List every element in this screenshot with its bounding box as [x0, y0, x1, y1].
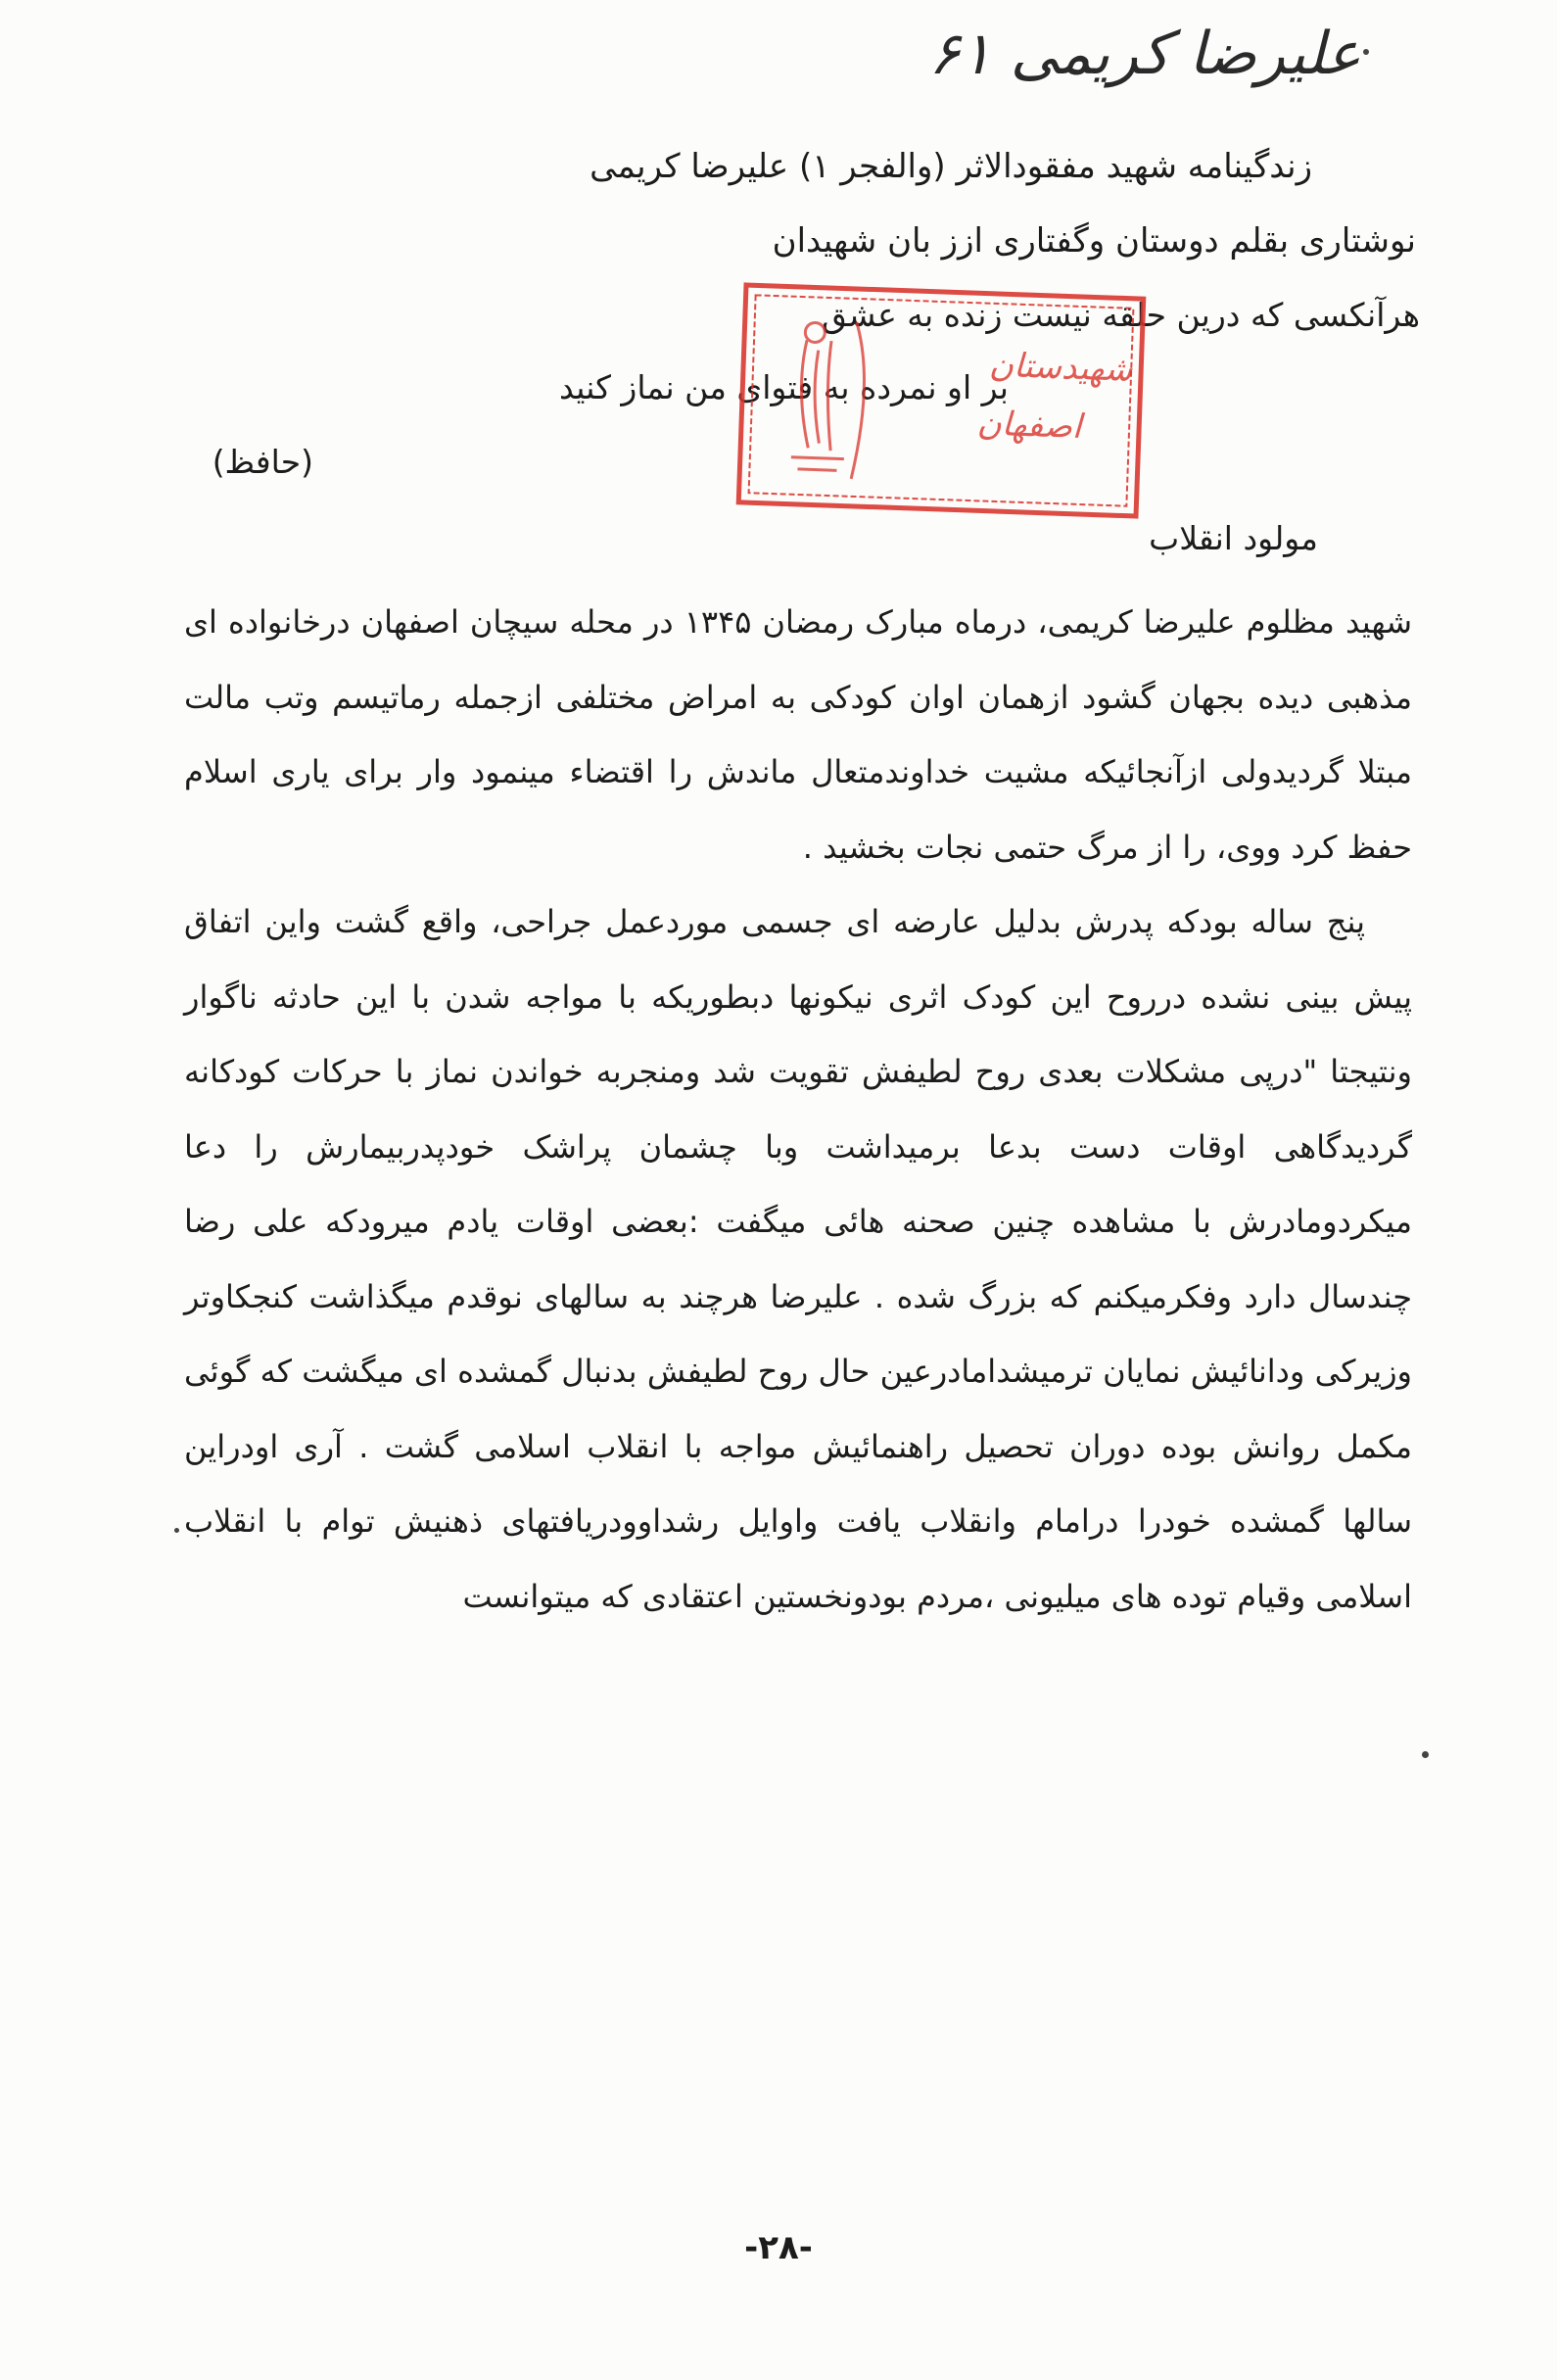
body-text	[184, 585, 1412, 1634]
intro-subtitle-line: نوشتاری بقلم دوستان وگفتاری ازز بان شهیدان	[772, 221, 1416, 261]
body-paragraph-2: پنج ساله بودکه پدرش بدلیل عارضه ای جسمی موردعمل جراحی، واقع گشت واین اتفاق پیش بینی نشده درروح این کودک اثری نیکونها دبطوریکه با مواجه شدن با این حادثه ناگوار ونتیجتا "درپی مشکلات بعدی روح لطیفش تقویت شد ومنجربه خواندن نماز با حرکات کودکانه گردیدگاهی اوقات دست بدعا برمیداشت وبا چشمان پراشک خودپدربیمارش را دعا میکردومادرش با مشاهده چنین صحنه هائی میگفت :بعضی اوقات یادم میرودکه علی رضا چندسال دارد وفکرمیکنم که بزرگ شده . علیرضا هرچند به سالهای نوقدم میگذاشت کنجکاوتر وزیرکی ودانائیش نمایان ترمیشدامادرعین حال روح لطیفش بدنبال گمشده ای میگشت که گوئی مکمل روانش بوده دوران تحصیل راهنمائیش مواجه با انقلاب اسلامی گشت . آری اودراین سالها گمشده خودرا درامام وانقلاب یافت واوایل رشداوودریافتهای ذهنیش توام با انقلاب اسلامی وقیام توده های میلیونی ،مردم بودونخستین اعتقادی که میتوانست	[184, 903, 1412, 1615]
poem-line-2: بر او نمرده به فتوای من نماز کنید	[558, 368, 1009, 406]
stamp-text-top: شهیدستان	[988, 345, 1134, 390]
intro-title-line: زندگینامه شهید مفقودالاثر (والفجر ۱) علیرضا کریمی	[590, 147, 1312, 186]
scan-speck	[174, 1528, 179, 1533]
poem-author: (حافظ)	[212, 443, 313, 481]
handwritten-title: علیرضا کریمی ۶۱	[928, 20, 1361, 88]
poem-line-1: هرآنکسی که درین حلقه نیست زنده به عشق	[822, 296, 1420, 334]
stamp-emblem	[790, 320, 867, 479]
scan-speck	[1363, 49, 1369, 55]
section-heading: مولود انقلاب	[1149, 519, 1318, 557]
scan-speck	[1422, 1751, 1429, 1758]
page-number: -۲۸-	[744, 2228, 813, 2267]
stamp-text-bottom: اصفهان	[976, 404, 1083, 448]
stamp-frame	[738, 285, 1144, 516]
red-stamp	[732, 279, 1150, 522]
body-paragraph-1: شهید مظلوم علیرضا کریمی، درماه مبارک رمضان ۱۳۴۵ در محله سیچان اصفهان درخانواده ای مذهبی دیده بجهان گشود ازهمان اوان کودکی به امراض مختلفی ازجمله رماتیسم وتب مالت مبتلا گردیدولی ازآنجائیکه مشیت خداوندمتعال ماندش را اقتضاء مینمود وار برای یاری اسلام حفظ کرد ووی، را از مرگ حتمی نجات بخشید .	[184, 603, 1413, 866]
